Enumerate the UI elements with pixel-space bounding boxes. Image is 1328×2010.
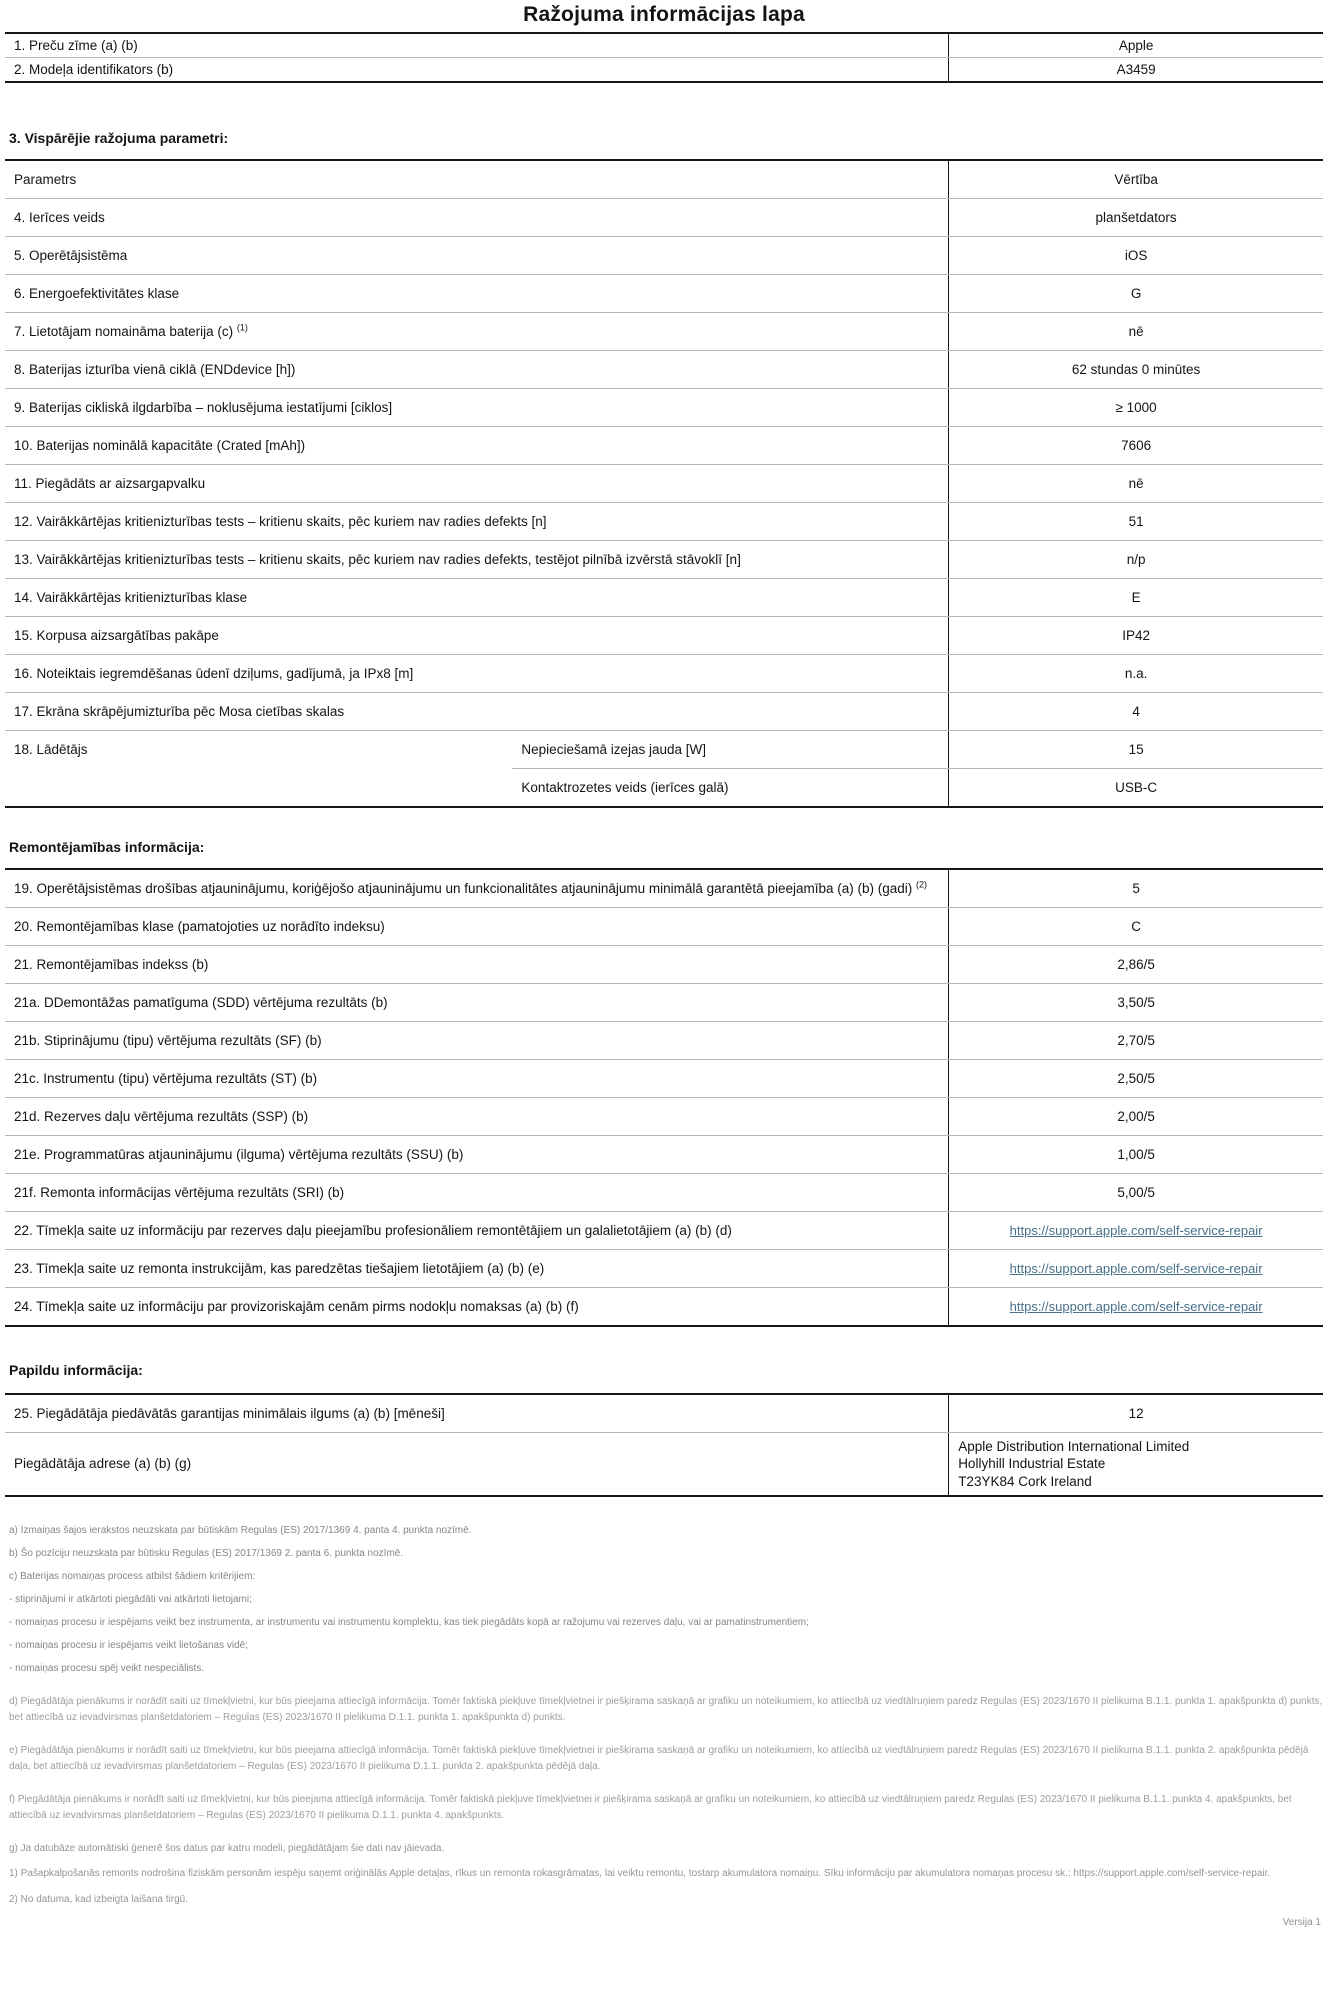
table-row [5, 1098, 1323, 1136]
row-value: 5,00/5 [949, 1174, 1323, 1212]
row-label: 21. Remontējamības indekss (b) [5, 946, 949, 984]
supplier-address [949, 1433, 1323, 1496]
table-row [5, 1212, 1323, 1250]
charger-subrow-label: Kontaktrozetes veids (ierīces galā) [512, 769, 948, 808]
row-value: n.a. [949, 655, 1323, 693]
row-value: Apple [949, 33, 1323, 58]
table-row [5, 1433, 1323, 1496]
footnote: f) Piegādātāja pienākums ir norādīt saiti uz tīmekļvietni, kur būs pieejama attiecīgā informācija. Tomēr faktiskā piekļuve tīmekļvietnei ir piešķirama saskaņā ar grafiku un noteikumiem, ko attiecībā uz viedtālruņiem paredz Regulas (ES) 2023/1670 II pielikuma B.1.1. punkta 4. apakšpunkts, bet attiecībā uz ievadvirsmas planšetdatoriem – Regulas (ES) 2023/1670 II pielikuma D.1.1. punkta 4. apakšpunkts. [9, 1793, 1292, 1822]
row-label: 19. Operētājsistēmas drošības atjauninājumu, koriģējošo atjauninājumu un funkcionalitātes atjauninājumu minimālā garantētā pieejamība (a) (b) (gadi) [14, 881, 913, 896]
row-value: IP42 [949, 617, 1323, 655]
row-label: 25. Piegādātāja piedāvātās garantijas minimālais ilgums (a) (b) [mēneši] [5, 1394, 949, 1433]
row-label: 13. Vairākkārtējas kritienizturības tests – kritienu skaits, pēc kuriem nav radies defekts, testējot pilnībā izvērstā stāvoklī [n] [5, 541, 949, 579]
footnotes-group-def [9, 1694, 1323, 1825]
version-label: Versija 1 [1282, 1917, 1321, 1929]
row-label: 4. Ierīces veids [5, 199, 949, 237]
footnote: c) Baterijas nomaiņas process atbilst šādiem kritērijiem: [9, 1570, 256, 1582]
footnote: - nomaiņas procesu spēj veikt nespeciālists. [9, 1662, 205, 1674]
row-label: 21b. Stiprinājumu (tipu) vērtējuma rezultāts (SF) (b) [5, 1022, 949, 1060]
table-row [5, 946, 1323, 984]
row-value: 2,70/5 [949, 1022, 1323, 1060]
row-label: 23. Tīmekļa saite uz remonta instrukcijām, kas paredzētas tiešajiem lietotājiem (a) (b) (e) [5, 1250, 949, 1288]
row-label: 21d. Rezerves daļu vērtējuma rezultāts (SSP) (b) [5, 1098, 949, 1136]
footnotes-group-abc [9, 1524, 1323, 1675]
table-row [5, 693, 1323, 731]
row-label: 21e. Programmatūras atjauninājumu (ilguma) vērtējuma rezultāts (SSU) (b) [5, 1136, 949, 1174]
row-value: E [949, 579, 1323, 617]
row-value: n/p [949, 541, 1323, 579]
table-row [5, 1288, 1323, 1327]
section-heading-repair: Remontējamības informācija: [9, 839, 205, 855]
table-row [5, 503, 1323, 541]
general-parameters-table [5, 159, 1323, 808]
footnote: - nomaiņas procesu ir iespējams veikt lietošanas vidē; [9, 1639, 248, 1651]
charger-row [5, 731, 1323, 769]
table-row [5, 465, 1323, 503]
row-value: C [949, 908, 1323, 946]
row-value: G [949, 275, 1323, 313]
table-row [5, 617, 1323, 655]
identification-table [5, 32, 1323, 83]
row-label: 7. Lietotājam nomaināma baterija (c) [14, 324, 234, 339]
row-label: 11. Piegādāts ar aizsargapvalku [5, 465, 949, 503]
charger-subrow-label: Nepieciešamā izejas jauda [W] [512, 731, 948, 769]
footnote: a) Izmaiņas šajos ierakstos neuzskata par būtiskām Regulas (ES) 2017/1369 4. panta 4. punkta nozīmē. [9, 1524, 472, 1536]
row-value: nē [949, 465, 1323, 503]
row-value: 1,00/5 [949, 1136, 1323, 1174]
row-label: 15. Korpusa aizsargātības pakāpe [5, 617, 949, 655]
row-value: 2,00/5 [949, 1098, 1323, 1136]
row-label: 14. Vairākkārtējas kritienizturības klase [5, 579, 949, 617]
table-row [5, 1394, 1323, 1433]
product-info-sheet [0, 3, 1328, 1938]
table-row [5, 389, 1323, 427]
pricing-info-link[interactable]: https://support.apple.com/self-service-repair [1009, 1299, 1263, 1314]
row-label: 16. Noteiktais iegremdēšanas ūdenī dziļums, gadījumā, ja IPx8 [m] [5, 655, 949, 693]
section-heading-additional: Papildu informācija: [9, 1362, 143, 1378]
address-line: Apple Distribution International Limited [958, 1439, 1190, 1454]
address-line: Hollyhill Industrial Estate [958, 1456, 1106, 1472]
row-label: 1. Preču zīme (a) (b) [5, 33, 949, 58]
table-header-row [5, 160, 1323, 199]
row-value: 4 [949, 693, 1323, 731]
footnote-ref-1: (1) [236, 322, 248, 333]
row-value: 2,86/5 [949, 946, 1323, 984]
table-row [5, 427, 1323, 465]
table-row [5, 351, 1323, 389]
footnote: b) Šo pozīciju neuzskata par būtisku Regulas (ES) 2017/1369 2. panta 6. punkta nozīmē. [9, 1547, 404, 1559]
repairability-table [5, 868, 1323, 1327]
footnote: g) Ja datubāze automātiski ģenerē šos datus par katru modeli, piegādātājam šie dati nav jāievada. [9, 1842, 445, 1854]
page-title: Ražojuma informācijas lapa [523, 3, 805, 26]
row-label: 21c. Instrumentu (tipu) vērtējuma rezultāts (ST) (b) [5, 1060, 949, 1098]
row-value: ≥ 1000 [949, 389, 1323, 427]
row-label: 5. Operētājsistēma [5, 237, 949, 275]
row-value: nē [949, 313, 1323, 351]
table-row [5, 1174, 1323, 1212]
footnote: d) Piegādātāja pienākums ir norādīt saiti uz tīmekļvietni, kur būs pieejama attiecīgā informācija. Tomēr faktiskā piekļuve tīmekļvietnei ir piešķirama saskaņā ar grafiku un noteikumiem, ko attiecībā uz viedtālruņiem paredz Regulas (ES) 2023/1670 II pielikuma B.1.1. punkta 1. apakšpunkta d) punkts, bet attiecībā uz ievadvirsmas planšetdatoriem – Regulas (ES) 2023/1670 II pielikuma D.1.1. punkta 1. apakšpunkta d) punkts. [9, 1695, 1323, 1724]
row-label: 17. Ekrāna skrāpējumizturība pēc Mosa cietības skalas [5, 693, 949, 731]
additional-info-table [5, 1393, 1323, 1497]
charger-subrow-value: USB-C [1115, 780, 1158, 795]
row-label: 2. Modeļa identifikators (b) [5, 58, 949, 83]
row-value: 51 [949, 503, 1323, 541]
row-label: 9. Baterijas cikliskā ilgdarbība – noklusējuma iestatījumi [ciklos] [5, 389, 949, 427]
table-row [5, 199, 1323, 237]
row-label: 8. Baterijas izturība vienā ciklā (ENDdevice [h]) [5, 351, 949, 389]
table-row [5, 1022, 1323, 1060]
table-row [5, 313, 1323, 351]
row-value: planšetdators [949, 199, 1323, 237]
row-value: 7606 [949, 427, 1323, 465]
table-row [5, 908, 1323, 946]
table-row [5, 1136, 1323, 1174]
table-row [5, 984, 1323, 1022]
table-row [5, 58, 1323, 83]
charger-subrow-value: 15 [949, 731, 1323, 769]
column-header-parameter: Parametrs [5, 160, 949, 199]
footnote-ref-2: (2) [916, 879, 928, 890]
footnote: e) Piegādātāja pienākums ir norādīt saiti uz tīmekļvietni, kur būs pieejama attiecīgā informācija. Tomēr faktiskā piekļuve tīmekļvietnei ir piešķirama saskaņā ar grafiku un noteikumiem, ko attiecībā uz viedtālruņiem paredz Regulas (ES) 2023/1670 II pielikuma B.1.1. punkta 2. apakšpunkta pēdējā daļa, bet attiecībā uz ievadvirsmas planšetdatoriem – Regulas (ES) 2023/1670 II pielikuma D.1.1. punkta 2. apakšpunkta pēdējā daļa. [9, 1744, 1309, 1773]
table-row [5, 655, 1323, 693]
row-value: 2,50/5 [949, 1060, 1323, 1098]
row-value: A3459 [1116, 62, 1156, 77]
table-row [5, 33, 1323, 58]
row-label: 6. Energoefektivitātes klase [5, 275, 949, 313]
column-header-value: Vērtība [949, 160, 1323, 199]
section-heading-general: 3. Vispārējie ražojuma parametri: [9, 130, 229, 146]
spare-parts-link[interactable]: https://support.apple.com/self-service-repair [1009, 1223, 1263, 1238]
footnote: - nomaiņas procesu ir iespējams veikt bez instrumenta, ar instrumentu vai instrumentu komplektu, kas tiek piegādāts kopā ar ražojumu vai rezerves daļu, vai ar pamatinstrumentiem; [9, 1616, 809, 1628]
footnote: 1) Pašapkalpošanās remonts nodrošina fiziskām personām iespēju saņemt oriģinālās Apple detaļas, rīkus un remonta rokasgrāmatas, lai veiktu remontu, tostarp akumulatora nomaiņu. Sīku informāciju par akumulatora nomaņas procesu sk.: https://support.apple.com/self-service-repair. [9, 1868, 1271, 1880]
row-label: 24. Tīmekļa saite uz informāciju par provizoriskajām cenām pirms nodokļu nomaksas (a) (b) (f) [5, 1288, 949, 1327]
row-label: 18. Lādētājs [14, 742, 88, 757]
footnote: 2) No datuma, kad izbeigta laišana tirgū. [9, 1893, 188, 1905]
row-label: Piegādātāja adrese (a) (b) (g) [5, 1433, 949, 1496]
table-row [5, 237, 1323, 275]
table-row [5, 541, 1323, 579]
row-label: 21a. DDemontāžas pamatīguma (SDD) vērtējuma rezultāts (b) [5, 984, 949, 1022]
footnote: - stiprinājumi ir atkārtoti piegādāti vai atkārtoti lietojami; [9, 1593, 252, 1605]
table-row [5, 1060, 1323, 1098]
footnotes-group-numbered [9, 1841, 1323, 1908]
footnotes [5, 1524, 1323, 1908]
row-label: 21f. Remonta informācijas vērtējuma rezultāts (SRI) (b) [5, 1174, 949, 1212]
row-label: 22. Tīmekļa saite uz informāciju par rezerves daļu pieejamību profesionāliem remontētājiem un galalietotājiem (a) (b) (d) [5, 1212, 949, 1250]
address-line: T23YK84 Cork Ireland [958, 1473, 1092, 1489]
table-row [5, 869, 1323, 908]
row-label: 12. Vairākkārtējas kritienizturības tests – kritienu skaits, pēc kuriem nav radies defekts [n] [5, 503, 949, 541]
row-value: 5 [949, 869, 1323, 908]
table-row [5, 579, 1323, 617]
repair-instructions-link[interactable]: https://support.apple.com/self-service-repair [1009, 1261, 1263, 1276]
table-row [5, 1250, 1323, 1288]
row-label: 20. Remontējamības klase (pamatojoties uz norādīto indeksu) [5, 908, 949, 946]
table-row [5, 275, 1323, 313]
row-value: 62 stundas 0 minūtes [949, 351, 1323, 389]
row-value: iOS [949, 237, 1323, 275]
row-value: 12 [949, 1394, 1323, 1433]
row-label: 10. Baterijas nominālā kapacitāte (Crated [mAh]) [5, 427, 949, 465]
row-value: 3,50/5 [949, 984, 1323, 1022]
